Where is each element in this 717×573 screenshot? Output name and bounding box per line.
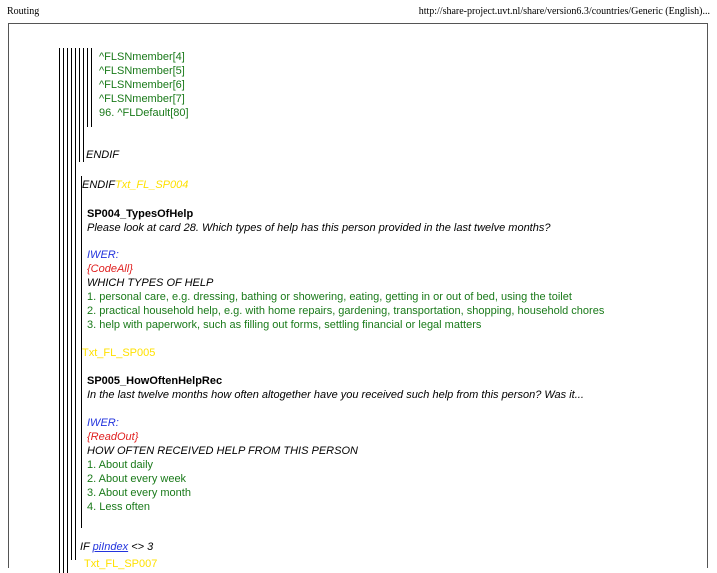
nest-bar-3 [67, 48, 68, 573]
if-condition [80, 540, 153, 554]
nest-bar-4 [71, 48, 72, 560]
sp005-option: 1. About daily [87, 459, 154, 471]
sp005-heading: HOW OFTEN RECEIVED HELP FROM THIS PERSON [87, 445, 358, 457]
sp005-name: SP005_HowOftenHelpRec [87, 375, 223, 387]
header-url: http://share-project.uvt.nl/share/version6.3/countries/Generic (English)... [418, 6, 710, 17]
sp005-option: 4. Less often [87, 501, 150, 513]
nest-bar-8 [87, 48, 88, 127]
endif-keyword: ENDIF [82, 179, 115, 191]
header-title: Routing [7, 6, 40, 17]
txt-sp007-label: Txt_FL_SP007 [84, 558, 158, 570]
nest-bar-6 [79, 48, 80, 162]
if-comparison: <> 3 [131, 541, 154, 553]
nest-bar-5 [75, 48, 76, 560]
sp005-iwer: IWER: [87, 417, 119, 429]
nest-bar-9 [91, 48, 92, 127]
sp004-option: 2. practical household help, e.g. with home repairs, gardening, transportation, shopping, household chores [87, 305, 605, 317]
endif-outer [82, 178, 188, 192]
piindex-link[interactable]: piIndex [92, 541, 129, 553]
sp004-code: {CodeAll} [87, 263, 133, 275]
list-item: ^FLSNmember[7] [99, 93, 185, 105]
nest-bar-2 [63, 48, 64, 573]
sp004-option: 1. personal care, e.g. dressing, bathing or showering, eating, getting in or out of bed, using the toilet [87, 291, 572, 303]
sp004-question: Please look at card 28. Which types of help has this person provided in the last twelve months? [87, 222, 551, 234]
sp004-iwer: IWER: [87, 249, 119, 261]
sp005-code: {ReadOut} [87, 431, 139, 443]
sp004-heading: WHICH TYPES OF HELP [87, 277, 214, 289]
if-keyword: IF [80, 541, 90, 553]
txt-sp004-label: Txt_FL_SP004 [115, 179, 189, 191]
list-item: 96. ^FLDefault[80] [99, 107, 189, 119]
list-item: ^FLSNmember[4] [99, 51, 185, 63]
list-item: ^FLSNmember[5] [99, 65, 185, 77]
sp005-option: 3. About every month [87, 487, 191, 499]
sp004-name: SP004_TypesOfHelp [87, 208, 194, 220]
list-item: ^FLSNmember[6] [99, 79, 185, 91]
endif-inner: ENDIF [86, 149, 119, 161]
nest-bar-7 [83, 48, 84, 162]
txt-sp005-label: Txt_FL_SP005 [82, 347, 156, 359]
nest-bar-1 [59, 48, 60, 573]
sp004-option: 3. help with paperwork, such as filling out forms, settling financial or legal matters [87, 319, 482, 331]
sp005-option: 2. About every week [87, 473, 187, 485]
sp005-question: In the last twelve months how often altogether have you received such help from this person? Was it... [87, 389, 584, 401]
